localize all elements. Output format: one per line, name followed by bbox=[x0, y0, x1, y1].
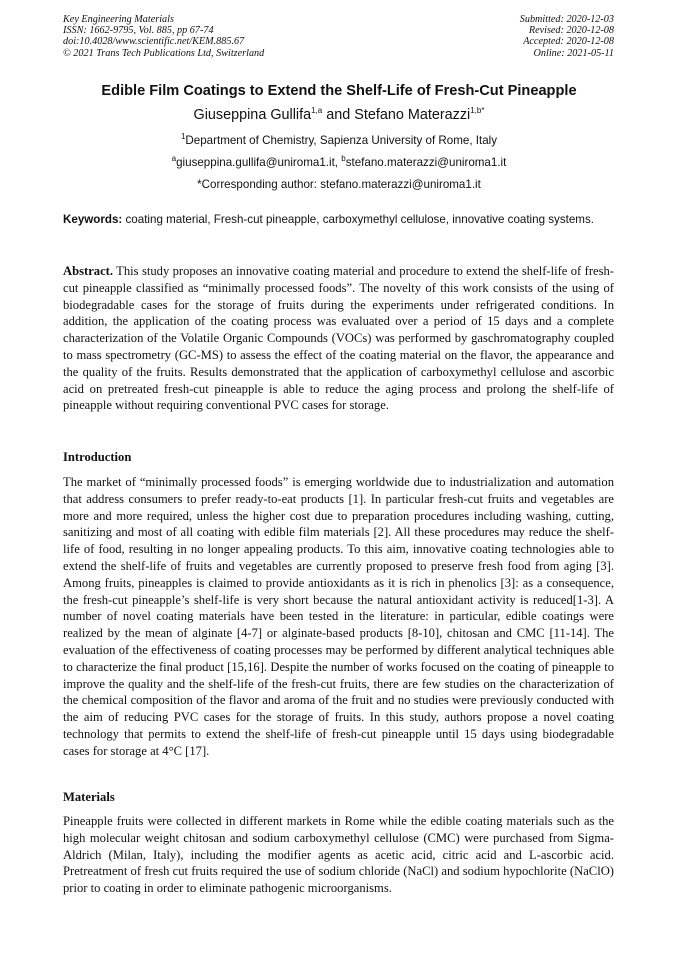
abstract-text: This study proposes an innovative coating material and procedure to extend the shelf-life of fresh-cut pineapple classified as “minimally processed foods”. The novelty of this work consists of the using of biodegradable cases for the storage of fruits during the experiments under refrigerated conditions. In addition, the application of the coating process was evaluated over a period of 15 days and a complete characterization of the Volatile Organic Compounds (VOCs) was performed by gaschromatography coupled to mass spectrometry (GC-MS) to assess the effect of the coating material on the flavor, the appearance and the quality of the fruits. Results demonstrated that the application of carboxymethyl cellulose and ascorbic acid on pretreated fresh-cut pineapple is able to reduce the aging process and prolong the shelf-life of pineapple without requiring conventional PVC cases for storage. bbox=[63, 264, 614, 413]
date-online: Online: 2021-05-11 bbox=[533, 47, 614, 59]
introduction-paragraph: The market of “minimally processed foods” is emerging worldwide due to industrialization and automation that address consumers to prefer ready-to-eat products [1]. In particular fresh-cut fruits and vegetables are more and more required, unless the higher cost due to preparation procedures including washing, cutting, sanitizing and most of all coating with edible film materials [2]. All these procedures may reduce the shelf-life of food, resulting in no longer appealing products. To this aim, innovative coating technologies able to extend the shelf-life of fruits and vegetables are currently proposed to preserve fresh food from aging [3]. Among fruits, pineapples is claimed to provide antioxidants as it is rich in phenolics [3]: as a consequence, the fresh-cut pineapple’s shelf-life is very short because the natural antioxidant activity is reduced[1-3]. A number of novel coating materials have been tested in the literature: in particular, edible coatings were realized by the mean of alginate [4-7] or alginate-based products [8-10], chitosan and CMC [11-14]. The evaluation of the effectiveness of coating processes may be performed by different analytical techniques able to characterize the final product [15,16]. Despite the number of works focused on the coating of pineapple to improve the quality and the shelf-life of the fresh-cut fruits, there are few studies on the characterization of the chemical composition of the flavor and aroma of the fruit and no studies were previously conducted with the aim of reducing PVC cases for the storage of fruits. In this study, authors propose a novel coating technology that permits to extend the shelf-life of fresh-cut pineapple until 15 days using biodegradable cases for storage at 4°C [17]. bbox=[63, 475, 614, 758]
journal-copyright: © 2021 Trans Tech Publications Ltd, Switzerland bbox=[63, 47, 265, 59]
abstract-label: Abstract. bbox=[63, 264, 114, 278]
abstract bbox=[63, 263, 614, 414]
author-2: Stefano Materazzi bbox=[354, 107, 471, 123]
email-a-marker: a bbox=[171, 154, 177, 164]
author-conjunction: and bbox=[322, 107, 355, 123]
materials-paragraph: Pineapple fruits were collected in different markets in Rome while the edible coating materials such as the high molecular weight chitosan and sodium carboxymethyl cellulose (CMC) were purchased from Sigma-Aldrich (Milan, Italy), including the modifier agents as acetic acid, citric acid and L-ascorbic acid. Pretreatment of fresh cut fruits required the use of sodium chloride (NaCl) and sodium hypochlorite (NaClO) prior to coating in order to eliminate pathogenic microorganisms. bbox=[63, 814, 614, 896]
email-a: giuseppina.gullifa@uniroma1.it, bbox=[176, 156, 342, 169]
keywords-label: Keywords: bbox=[63, 213, 123, 226]
section-heading-materials: Materials bbox=[63, 790, 115, 804]
corresponding-author: *Corresponding author: stefano.materazzi@uniroma1.it bbox=[197, 178, 481, 191]
journal-doi: doi:10.4028/www.scientific.net/KEM.885.67 bbox=[63, 36, 245, 48]
author-1-affiliation: 1,a bbox=[311, 106, 323, 116]
affiliation-department bbox=[40, 134, 638, 147]
affiliation-text: Department of Chemistry, Sapienza University of Rome, Italy bbox=[185, 134, 498, 147]
paper-title: Edible Film Coatings to Extend the Shelf-Life of Fresh-Cut Pineapple bbox=[101, 83, 577, 99]
journal-name: Key Engineering Materials bbox=[63, 14, 174, 25]
author-line bbox=[40, 107, 638, 123]
author-1: Giuseppina Gullifa bbox=[193, 107, 312, 123]
email-b: stefano.materazzi@uniroma1.it bbox=[345, 156, 507, 169]
author-emails bbox=[40, 156, 638, 169]
journal-issn: ISSN: 1662-9795, Vol. 885, pp 67-74 bbox=[63, 25, 214, 37]
date-accepted: Accepted: 2020-12-08 bbox=[523, 36, 614, 48]
section-heading-introduction: Introduction bbox=[63, 450, 132, 464]
journal-info bbox=[63, 14, 264, 59]
date-revised: Revised: 2020-12-08 bbox=[528, 25, 614, 37]
date-submitted: Submitted: 2020-12-03 bbox=[519, 14, 614, 25]
publication-dates bbox=[520, 14, 614, 59]
affiliation-marker: 1 bbox=[180, 132, 186, 142]
keywords-text: coating material, Fresh-cut pineapple, carboxymethyl cellulose, innovative coating systems. bbox=[122, 213, 594, 226]
keywords bbox=[63, 211, 614, 228]
email-b-marker: b bbox=[341, 154, 346, 164]
author-2-affiliation: 1,b* bbox=[470, 106, 485, 116]
